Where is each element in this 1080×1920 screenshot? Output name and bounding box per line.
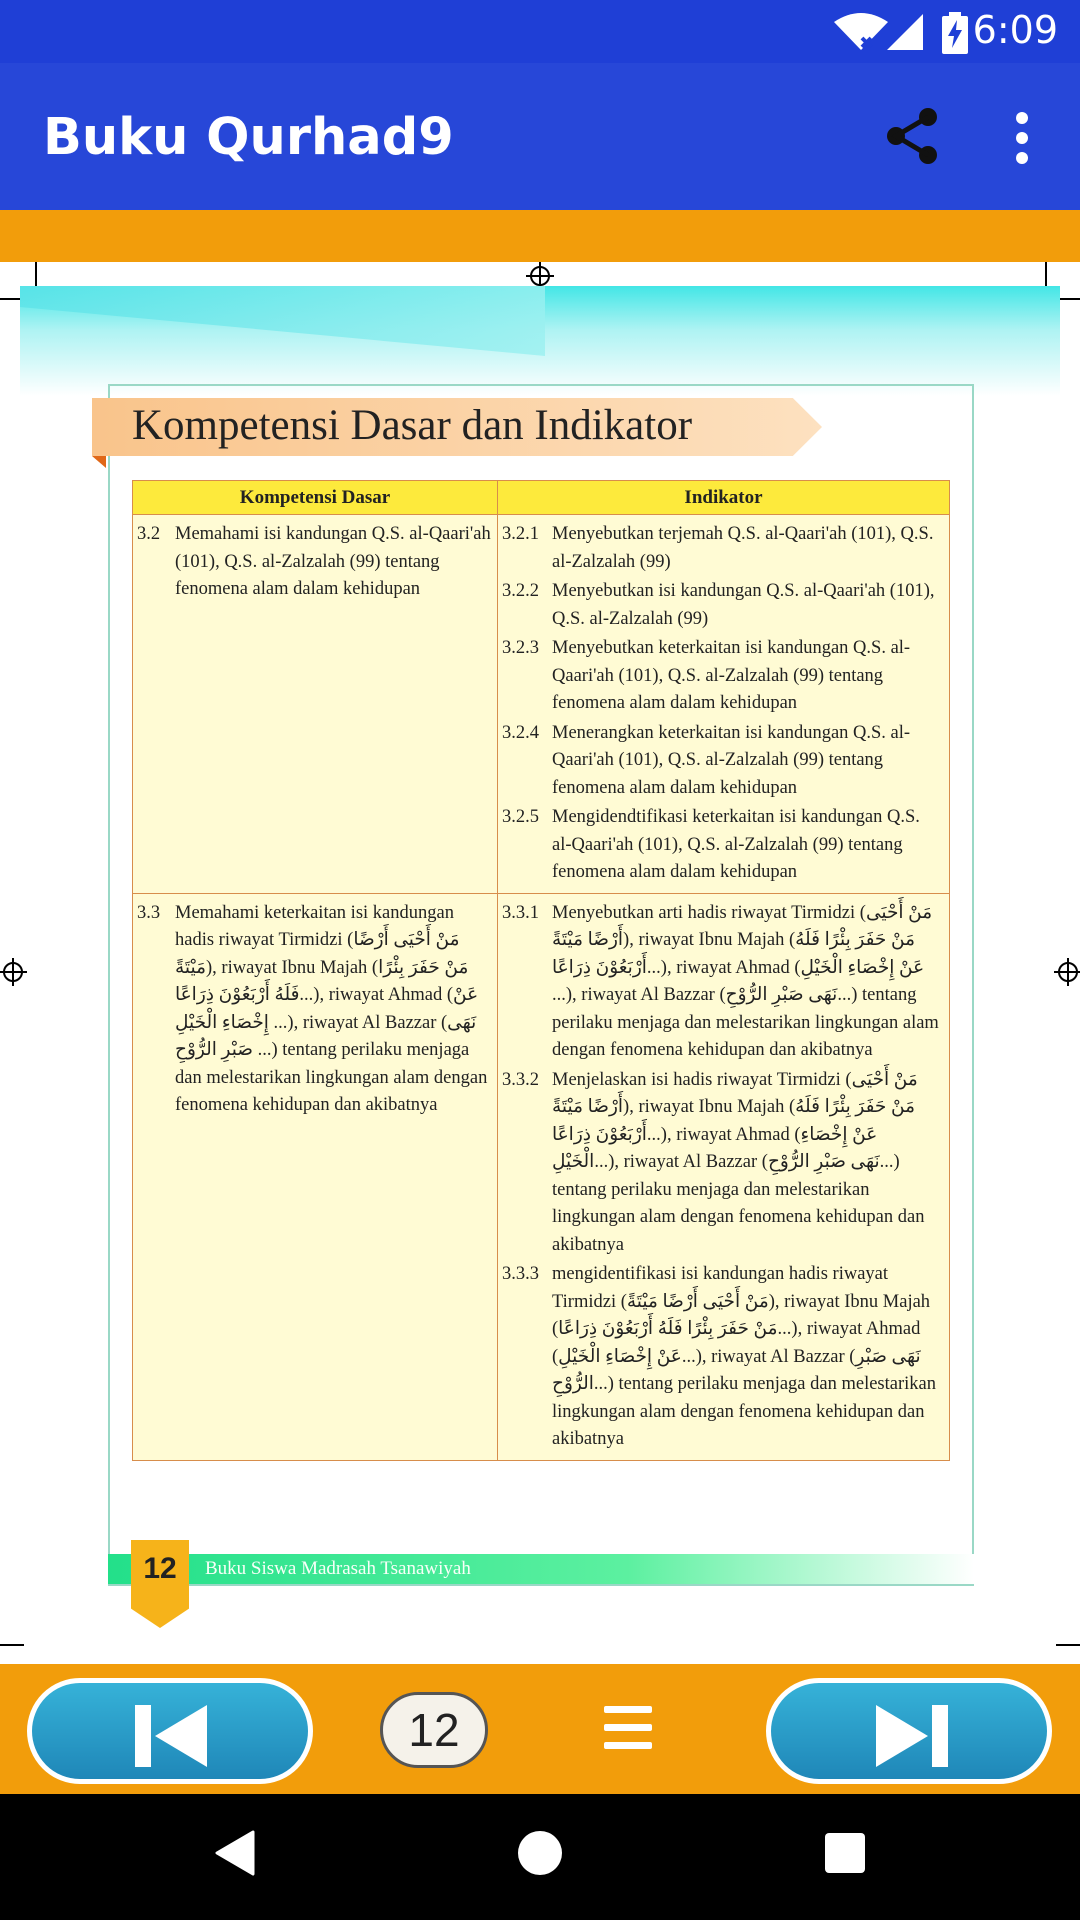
recent-apps-icon[interactable] bbox=[825, 1833, 865, 1873]
indicator-item bbox=[502, 578, 943, 633]
next-page-button[interactable] bbox=[766, 1678, 1052, 1784]
indicator-text: Menerangkan keterkaitan isi kandungan Q.S. al-Qaari'ah (101), Q.S. al-Zalzalah (99) tentang fenomena alam dalam kehidupan bbox=[552, 722, 911, 798]
crop-mark bbox=[0, 1644, 24, 1646]
indicator-text: Menyebutkan isi kandungan Q.S. al-Qaari'ah (101), Q.S. al-Zalzalah (99) bbox=[552, 581, 935, 629]
column-header: Kompetensi Dasar bbox=[133, 481, 498, 515]
heading-ribbon-fold bbox=[92, 456, 106, 468]
indicator-item bbox=[502, 1067, 943, 1260]
page-footer-text: Buku Siswa Madrasah Tsanawiyah bbox=[205, 1558, 471, 1579]
back-icon[interactable] bbox=[215, 1830, 255, 1876]
cell-signal-icon bbox=[885, 12, 925, 52]
kd-number: 3.3 bbox=[137, 902, 161, 923]
table-header-row bbox=[133, 481, 950, 515]
indicator-cell bbox=[498, 893, 950, 1460]
kd-text: Memahami isi kandungan Q.S. al-Qaari'ah (101), Q.S. al-Zalzalah (99) tentang fenomena alam dalam kehidupan bbox=[175, 524, 491, 599]
share-icon[interactable] bbox=[882, 106, 942, 166]
indicator-item bbox=[502, 1261, 943, 1454]
indicator-text: Mengidendtifikasi keterkaitan isi kandungan Q.S. al-Qaari'ah (101), Q.S. al-Zalzalah (99) tentang fenomena alam dalam kehidupan bbox=[552, 807, 920, 882]
printed-page-number: 12 bbox=[143, 1552, 177, 1585]
page-heading: Kompetensi Dasar dan Indikator bbox=[132, 402, 693, 449]
table-row bbox=[133, 893, 950, 1460]
indicator-number: 3.2.4 bbox=[502, 722, 539, 743]
page-nav-bar bbox=[0, 1664, 1080, 1794]
indicator-text: Menyebutkan arti hadis riwayat Tirmidzi (مَنْ أَحْيَى أَرْضًا مَيْتَةً), riwayat Ibnu Majah (مَنْ حَفَرَ بِئْرًا فَلَهُ أَرْبَعُوْنَ ذِرَاعًا...), riwayat Ahmad (عَنْ إِخْصَاءِ الْخَيْلِ ...), riwayat Al Bazzar (نَهَى صَبْرِ الرُّوْحِ...) tentang perilaku menjaga dan melestarikan lingkungan alam dengan fenomena kehidupan dan akibatnya bbox=[552, 902, 939, 1060]
kd-text: Memahami keterkaitan isi kandungan hadis riwayat Tirmidzi (مَنْ أَحْيَى أَرْضًا مَيْتَةً), riwayat Ibnu Majah (مَنْ حَفَرَ بِئْرًا فَلَهُ أَرْبَعُوْنَ ذِرَاعًا...), riwayat Ahmad (عَنْ إِخْصَاءِ الْخَيْلِ ...), riwayat Al Bazzar (نَهَى صَبْرِ الرُّوْحِ ...) tentang perilaku menjaga dan melestarikan lingkungan alam dengan fenomena kehidupan dan akibatnya bbox=[175, 902, 488, 1115]
kd-number: 3.2 bbox=[137, 524, 161, 544]
kd-cell bbox=[133, 893, 498, 1460]
indicator-text: Menjelaskan isi hadis riwayat Tirmidzi (مَنْ أَحْيَى أَرْضًا مَيْتَةً), riwayat Ibnu Majah (مَنْ حَفَرَ بِئْرًا فَلَهُ أَرْبَعُوْنَ ذِرَاعًا...), riwayat Ahmad (عَنْ إِخْصَاءِ الْخَيْلِ...), riwayat Al Bazzar (نَهَى صَبْرِ الرُّوْحِ...) tentang perilaku menjaga dan melestarikan lingkungan alam dengan fenomena kehidupan dan akibatnya bbox=[552, 1069, 925, 1255]
wifi-icon bbox=[832, 12, 890, 52]
indicator-item bbox=[502, 804, 943, 887]
crop-mark bbox=[1056, 1644, 1080, 1646]
indicator-number: 3.2.5 bbox=[502, 807, 539, 827]
kd-item bbox=[137, 900, 491, 1120]
skip-previous-icon bbox=[135, 1705, 209, 1767]
skip-next-icon bbox=[874, 1705, 948, 1767]
table-row bbox=[133, 515, 950, 894]
app-bar bbox=[0, 63, 1080, 210]
more-vert-icon[interactable] bbox=[1005, 111, 1039, 165]
page-viewer[interactable] bbox=[0, 262, 1080, 1664]
indicator-cell bbox=[498, 515, 950, 894]
toolbar-strip bbox=[0, 210, 1080, 262]
competency-table bbox=[132, 480, 950, 1461]
indicator-number: 3.2.3 bbox=[502, 638, 539, 658]
indicator-text: mengidentifikasi isi kandungan hadis riwayat Tirmidzi (مَنْ أَحْيَى أَرْضًا مَيْتَةً), riwayat Ibnu Majah (مَنْ حَفَرَ بِئْرًا فَلَهُ أَرْبَعُوْنَ ذِرَاعًا...), riwayat Ahmad (عَنْ إِخْصَاءِ الْخَيْلِ...), riwayat Al Bazzar (نَهَى صَبْرِ الرُّوْحِ...) tentang perilaku menjaga dan melestarikan lingkungan alam dengan fenomena kehidupan dan akibatnya bbox=[552, 1264, 936, 1449]
page-number-indicator[interactable]: 12 bbox=[380, 1692, 488, 1768]
registration-mark bbox=[1058, 962, 1078, 982]
indicator-text: Menyebutkan keterkaitan isi kandungan Q.S. al-Qaari'ah (101), Q.S. al-Zalzalah (99) tentang fenomena alam dalam kehidupan bbox=[552, 638, 911, 713]
status-bar bbox=[0, 0, 1080, 63]
menu-icon[interactable] bbox=[604, 1706, 652, 1750]
indicator-item bbox=[502, 720, 943, 803]
registration-mark bbox=[530, 266, 550, 286]
column-header: Indikator bbox=[498, 481, 950, 515]
app-title: Buku Qurhad9 bbox=[43, 108, 454, 167]
crop-mark bbox=[35, 262, 37, 288]
indicator-item bbox=[502, 521, 943, 576]
kd-item bbox=[137, 521, 491, 604]
indicator-number: 3.2.2 bbox=[502, 581, 539, 601]
indicator-number: 3.2.1 bbox=[502, 524, 539, 544]
indicator-number: 3.3.3 bbox=[502, 1264, 539, 1284]
kd-cell bbox=[133, 515, 498, 894]
crop-mark bbox=[1045, 262, 1047, 288]
indicator-number: 3.3.2 bbox=[502, 1069, 539, 1090]
battery-charging-icon bbox=[942, 12, 968, 54]
indicator-item bbox=[502, 900, 943, 1065]
indicator-number: 3.3.1 bbox=[502, 902, 539, 923]
indicator-text: Menyebutkan terjemah Q.S. al-Qaari'ah (101), Q.S. al-Zalzalah (99) bbox=[552, 524, 934, 572]
system-nav-bar bbox=[0, 1794, 1080, 1920]
home-icon[interactable] bbox=[518, 1831, 562, 1875]
registration-mark bbox=[3, 962, 23, 982]
clock: 6:09 bbox=[972, 8, 1058, 52]
indicator-item bbox=[502, 635, 943, 718]
previous-page-button[interactable] bbox=[27, 1678, 313, 1784]
